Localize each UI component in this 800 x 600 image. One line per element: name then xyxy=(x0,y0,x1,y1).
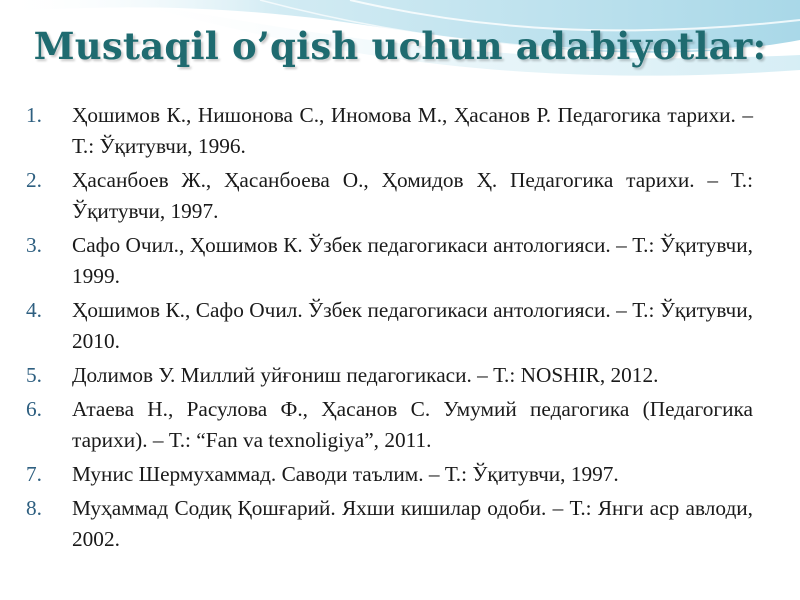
reference-item xyxy=(26,459,753,490)
reference-item xyxy=(26,493,753,555)
reference-text: Ҳасанбоев Ж., Ҳасанбоева О., Ҳомидов Ҳ. Педагогика тарихи. – Т.: Ўқитувчи, 1997. xyxy=(72,168,753,223)
reference-item xyxy=(26,230,753,292)
reference-text: Сафо Очил., Ҳошимов К. Ўзбек педагогикаси антологияси. – Т.: Ўқитувчи, 1999. xyxy=(72,233,753,288)
reference-number: 5. xyxy=(26,363,42,387)
reference-text: Муҳаммад Содиқ Қошғарий. Яхши кишилар одоби. – Т.: Янги аср авлоди, 2002. xyxy=(72,496,753,551)
reference-text: Ҳошимов К., Сафо Очил. Ўзбек педагогикаси антологияси. – Т.: Ўқитувчи, 2010. xyxy=(72,298,753,353)
reference-number: 2. xyxy=(26,168,42,192)
reference-number: 1. xyxy=(26,103,42,127)
reference-text: Атаева Н., Расулова Ф., Ҳасанов С. Умумий педагогика (Педагогика тарихи). – Т.: “Fan va texnoligiya”, 2011. xyxy=(72,397,753,452)
reference-item xyxy=(26,295,753,357)
reference-number: 3. xyxy=(26,233,42,257)
reference-item xyxy=(26,165,753,227)
reference-number: 4. xyxy=(26,298,42,322)
reference-item xyxy=(26,394,753,456)
reference-text: Мунис Шермухаммад. Саводи таълим. – Т.: Ўқитувчи, 1997. xyxy=(72,462,619,486)
reference-item xyxy=(26,360,753,391)
slide-title: Mustaqil o’qish uchun adabiyotlar: xyxy=(33,24,767,68)
reference-list xyxy=(26,100,753,558)
reference-text: Ҳошимов К., Нишонова С., Иномова М., Ҳасанов Р. Педагогика тарихи. – Т.: Ўқитувчи, 1996. xyxy=(72,103,753,158)
reference-number: 8. xyxy=(26,496,42,520)
reference-number: 6. xyxy=(26,397,42,421)
reference-text: Долимов У. Миллий уйғониш педагогикаси. – Т.: NOSHIR, 2012. xyxy=(72,363,659,387)
reference-item xyxy=(26,100,753,162)
reference-number: 7. xyxy=(26,462,42,486)
